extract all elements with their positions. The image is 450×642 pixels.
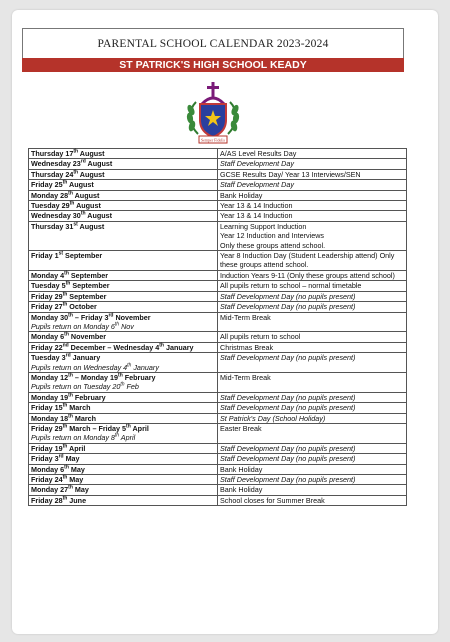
calendar-date: Monday 18th March: [29, 413, 218, 423]
calendar-row: [29, 342, 407, 352]
calendar-date: Monday 28th August: [29, 190, 218, 200]
calendar-event: Staff Development Day (no pupils present): [218, 443, 407, 453]
return-note: Pupils return on Tuesday 20th Feb: [31, 381, 139, 392]
calendar-row: [29, 495, 407, 505]
calendar-event: Staff Development Day: [218, 159, 407, 169]
calendar-event: Mid-Term Break: [218, 372, 407, 392]
calendar-row: [29, 464, 407, 474]
calendar-date: Tuesday 5th September: [29, 281, 218, 291]
calendar-event: Staff Development Day: [218, 180, 407, 190]
svg-text:Semper Fidelis: Semper Fidelis: [200, 137, 226, 143]
calendar-date: Friday 15th March: [29, 403, 218, 413]
calendar-row: [29, 372, 407, 392]
calendar-date: Friday 3rd May: [29, 454, 218, 464]
calendar-event: Bank Holiday: [218, 190, 407, 200]
calendar-date: Thursday 24th August: [29, 169, 218, 179]
calendar-event: Induction Years 9-11 (Only these groups attend school): [218, 270, 407, 280]
calendar-date: Tuesday 29th August: [29, 201, 218, 211]
calendar-row: [29, 201, 407, 211]
calendar-event: Year 13 & 14 Induction: [218, 201, 407, 211]
calendar-row: [29, 270, 407, 280]
calendar-date: Monday 30th – Friday 3rd November Pupils return on Monday 6th Nov: [29, 312, 218, 332]
calendar-date: Monday 6th May: [29, 464, 218, 474]
calendar-date: Thursday 17th August: [29, 149, 218, 159]
calendar-date: Monday 27th May: [29, 485, 218, 495]
calendar-row: [29, 443, 407, 453]
calendar-row: [29, 190, 407, 200]
calendar-event: Staff Development Day (no pupils present): [218, 291, 407, 301]
calendar-event: All pupils return to school – normal timetable: [218, 281, 407, 291]
calendar-row: [29, 180, 407, 190]
calendar-row: [29, 423, 407, 443]
return-note: Pupils return on Monday 8th April: [31, 432, 136, 443]
calendar-date: Friday 22nd December – Wednesday 4th January: [29, 342, 218, 352]
calendar-date: Monday 6th November: [29, 332, 218, 342]
calendar-row: [29, 413, 407, 423]
calendar-date: Wednesday 30th August: [29, 211, 218, 221]
calendar-date: Friday 29th September: [29, 291, 218, 301]
calendar-date: Friday 29th March – Friday 5th April Pupils return on Monday 8th April: [29, 423, 218, 443]
calendar-date: Friday 1st September: [29, 251, 218, 271]
calendar-event: School closes for Summer Break: [218, 495, 407, 505]
calendar-event: Bank Holiday: [218, 464, 407, 474]
calendar-event: St Patrick's Day (School Holiday): [218, 413, 407, 423]
calendar-row: [29, 281, 407, 291]
calendar-row: [29, 312, 407, 332]
calendar-row: [29, 475, 407, 485]
return-note: Pupils return on Wednesday 4th January: [31, 362, 159, 372]
calendar-row: [29, 159, 407, 169]
calendar-event: Year 13 & 14 Induction: [218, 211, 407, 221]
calendar-table: [28, 148, 407, 506]
calendar-date: Friday 25th August: [29, 180, 218, 190]
calendar-date: Thursday 31st August: [29, 221, 218, 250]
calendar-row: [29, 353, 407, 373]
calendar-row: [29, 169, 407, 179]
calendar-event: GCSE Results Day/ Year 13 Interviews/SEN: [218, 169, 407, 179]
calendar-event: Bank Holiday: [218, 485, 407, 495]
calendar-row: [29, 302, 407, 312]
calendar-date: Wednesday 23rd August: [29, 159, 218, 169]
calendar-event: Mid-Term Break: [218, 312, 407, 332]
calendar-event: Staff Development Day (no pupils present): [218, 475, 407, 485]
calendar-date: Friday 19th April: [29, 443, 218, 453]
calendar-row: [29, 251, 407, 271]
calendar-date: Monday 19th February: [29, 392, 218, 402]
calendar-row: [29, 291, 407, 301]
page-title: PARENTAL SCHOOL CALENDAR 2023-2024: [22, 28, 404, 58]
calendar-row: [29, 454, 407, 464]
calendar-row: [29, 221, 407, 250]
calendar-date: Monday 4th September: [29, 270, 218, 280]
calendar-row: [29, 211, 407, 221]
calendar-event: Learning Support Induction Year 12 Induction and Interviews Only these groups attend school.: [218, 221, 407, 250]
calendar-event: All pupils return to school: [218, 332, 407, 342]
school-name-banner: ST PATRICK'S HIGH SCHOOL KEADY: [22, 58, 404, 72]
calendar-event: Staff Development Day (no pupils present): [218, 392, 407, 402]
calendar-date: Friday 24th May: [29, 475, 218, 485]
calendar-date: Friday 27th October: [29, 302, 218, 312]
calendar-event: Staff Development Day (no pupils present): [218, 403, 407, 413]
calendar-event: Staff Development Day (no pupils present): [218, 353, 407, 373]
calendar-date: Tuesday 3rd January Pupils return on Wednesday 4th January: [29, 353, 218, 373]
calendar-event: Staff Development Day (no pupils present): [218, 302, 407, 312]
calendar-date: Friday 28th June: [29, 495, 218, 505]
calendar-event: Staff Development Day (no pupils present): [218, 454, 407, 464]
calendar-row: [29, 392, 407, 402]
calendar-event: A/AS Level Results Day: [218, 149, 407, 159]
calendar-event: Easter Break: [218, 423, 407, 443]
school-crest-logo: [182, 80, 244, 146]
calendar-row: [29, 332, 407, 342]
return-note: Pupils return on Monday 6th Nov: [31, 321, 134, 331]
calendar-event: Year 8 Induction Day (Student Leadership attend) Only these groups attend school.: [218, 251, 407, 271]
calendar-row: [29, 485, 407, 495]
calendar-date: Monday 12th – Monday 19th February Pupils return on Tuesday 20th Feb: [29, 372, 218, 392]
calendar-event: Christmas Break: [218, 342, 407, 352]
calendar-row: [29, 403, 407, 413]
calendar-row: [29, 149, 407, 159]
